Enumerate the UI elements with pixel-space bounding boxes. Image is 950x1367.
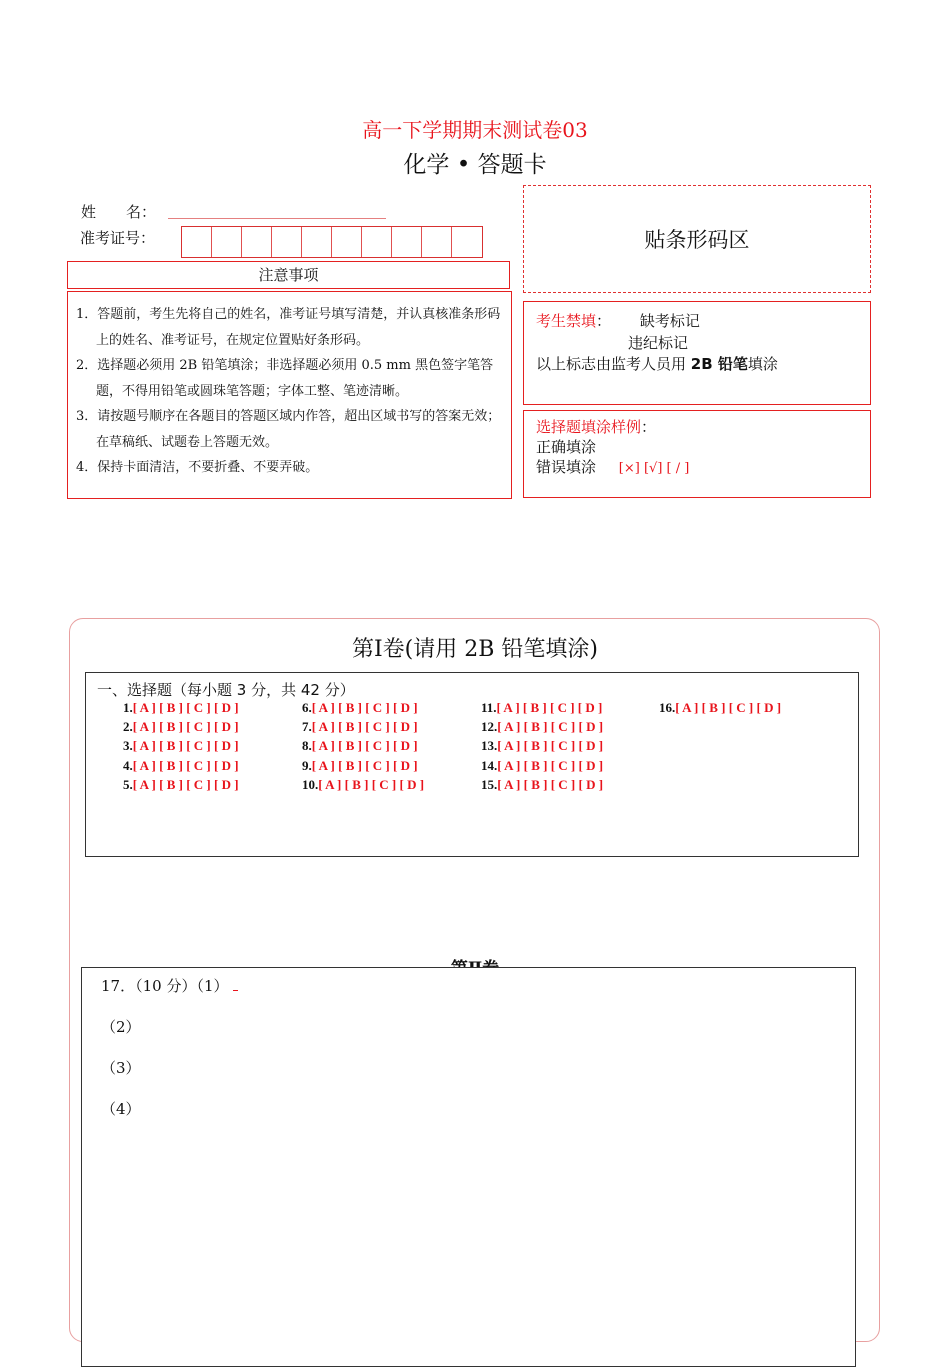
exam-id-boxes bbox=[181, 226, 483, 258]
exam-id-digit-box[interactable] bbox=[242, 227, 272, 257]
question-17-part-3: （3） bbox=[101, 1059, 141, 1077]
examiner-only-label: 考生禁填 bbox=[536, 312, 597, 330]
notice-list bbox=[67, 291, 512, 499]
question-number: 2. bbox=[123, 719, 133, 735]
question-number: 14. bbox=[481, 757, 498, 773]
fill-example-label: 选择题填涂样例 bbox=[536, 418, 642, 436]
colon: ： bbox=[596, 312, 612, 330]
note-text: 填涂 bbox=[747, 355, 778, 373]
question-number: 5. bbox=[123, 776, 133, 792]
card-subtitle: 化学 • 答题卡 bbox=[403, 152, 547, 178]
choice-row[interactable] bbox=[481, 756, 603, 775]
notice-title: 注意事项 bbox=[67, 261, 510, 289]
examiner-note bbox=[536, 354, 858, 376]
answer-options[interactable]: [ A ] [ B ] [ C ] [ D ] bbox=[132, 757, 239, 773]
answer-options[interactable]: [ A ] [ B ] [ C ] [ D ] bbox=[497, 757, 604, 773]
answer-options[interactable]: [ A ] [ B ] [ C ] [ D ] bbox=[497, 776, 604, 792]
choice-row[interactable] bbox=[302, 775, 424, 794]
wrong-fill-marks: [×] [√] [ / ] bbox=[618, 461, 690, 476]
choice-row[interactable] bbox=[302, 756, 424, 775]
notice-item: 1．答题前，考生先将自己的姓名，准考证号填写清楚，并认真核准条形码上的姓名、准考证号，在规定位置贴好条形码。 bbox=[76, 307, 501, 348]
answer-options[interactable]: [ A ] [ B ] [ C ] [ D ] bbox=[311, 700, 418, 715]
answer-options[interactable]: [ A ] [ B ] [ C ] [ D ] bbox=[311, 738, 418, 754]
choice-row[interactable] bbox=[302, 717, 424, 736]
written-answer-box[interactable] bbox=[81, 967, 856, 1367]
correct-fill-label: 正确填涂 bbox=[536, 438, 597, 456]
answer-options[interactable]: [ A ] [ B ] [ C ] [ D ] bbox=[497, 738, 604, 754]
exam-id-digit-box[interactable] bbox=[392, 227, 422, 257]
exam-id-digit-box[interactable] bbox=[452, 227, 482, 257]
answer-options[interactable]: [ A ] [ B ] [ C ] [ D ] bbox=[311, 757, 418, 773]
choice-row[interactable] bbox=[481, 736, 603, 755]
exam-id-digit-box[interactable] bbox=[302, 227, 332, 257]
choice-row[interactable] bbox=[481, 775, 603, 794]
choice-row[interactable] bbox=[481, 717, 603, 736]
question-number: 15. bbox=[481, 776, 498, 792]
answer-options[interactable]: [ A ] [ B ] [ C ] [ D ] bbox=[318, 776, 425, 792]
choice-row[interactable] bbox=[123, 698, 239, 717]
question-17-line bbox=[101, 975, 238, 996]
question-number: 16. bbox=[659, 700, 676, 715]
choice-row[interactable] bbox=[302, 736, 424, 755]
barcode-label: 贴条形码区 bbox=[644, 228, 750, 252]
fill-example-box bbox=[523, 410, 871, 498]
choice-row[interactable] bbox=[123, 775, 239, 794]
choice-column bbox=[302, 698, 424, 794]
answer-blank[interactable] bbox=[233, 977, 238, 991]
exam-id-digit-box[interactable] bbox=[182, 227, 212, 257]
name-label: 姓 名： bbox=[81, 203, 157, 221]
question-number: 1. bbox=[123, 700, 133, 715]
choice-row[interactable] bbox=[302, 698, 424, 717]
exam-id-digit-box[interactable] bbox=[362, 227, 392, 257]
note-bold: 2B 铅笔 bbox=[690, 355, 748, 373]
question-number: 9. bbox=[302, 757, 312, 773]
answer-options[interactable]: [ A ] [ B ] [ C ] [ D ] bbox=[675, 700, 782, 715]
choice-row[interactable] bbox=[123, 736, 239, 755]
answer-options[interactable]: [ A ] [ B ] [ C ] [ D ] bbox=[132, 700, 239, 715]
choice-row[interactable] bbox=[123, 756, 239, 775]
choice-row[interactable] bbox=[123, 717, 239, 736]
section1-title: 第Ⅰ卷(请用 2B 铅笔填涂) bbox=[351, 637, 598, 662]
answer-options[interactable]: [ A ] [ B ] [ C ] [ D ] bbox=[132, 738, 239, 754]
choice-row[interactable] bbox=[659, 698, 781, 717]
question-number: 3. bbox=[123, 738, 133, 754]
wrong-fill-label: 错误填涂 bbox=[536, 458, 597, 476]
choice-column bbox=[659, 698, 781, 717]
exam-id-digit-box[interactable] bbox=[332, 227, 362, 257]
question-number: 10. bbox=[302, 776, 319, 792]
question-17-label: 17．（10 分）（1） bbox=[101, 977, 229, 995]
answer-options[interactable]: [ A ] [ B ] [ C ] [ D ] bbox=[497, 719, 604, 735]
notice-item: 4．保持卡面清洁，不要折叠、不要弄破。 bbox=[76, 460, 319, 475]
question-number: 8. bbox=[302, 738, 312, 754]
name-field[interactable] bbox=[168, 218, 386, 219]
answer-options[interactable]: [ A ] [ B ] [ C ] [ D ] bbox=[132, 719, 239, 735]
question-17-part-2: （2） bbox=[101, 1018, 141, 1036]
note-text: 以上标志由监考人员用 bbox=[536, 355, 691, 373]
question-17-part-4: （4） bbox=[101, 1100, 141, 1118]
colon: ： bbox=[641, 418, 657, 436]
notice-item: 3．请按题号顺序在各题目的答题区域内作答，超出区域书写的答案无效；在草稿纸、试题卷上答题无效。 bbox=[76, 409, 501, 450]
exam-id-digit-box[interactable] bbox=[422, 227, 452, 257]
section2-title bbox=[0, 954, 950, 967]
question-number: 6. bbox=[302, 700, 312, 715]
exam-id-digit-box[interactable] bbox=[272, 227, 302, 257]
exam-id-digit-box[interactable] bbox=[212, 227, 242, 257]
question-number: 11. bbox=[481, 700, 497, 715]
choice-column bbox=[481, 698, 603, 794]
absent-mark-label[interactable]: 缺考标记 bbox=[639, 312, 700, 330]
choice-header: 一、选择题（每小题 3 分，共 42 分） bbox=[97, 681, 355, 699]
choice-column bbox=[123, 698, 239, 794]
question-number: 7. bbox=[302, 719, 312, 735]
question-number: 13. bbox=[481, 738, 498, 754]
choice-row[interactable] bbox=[481, 698, 603, 717]
question-number: 12. bbox=[481, 719, 498, 735]
answer-options[interactable]: [ A ] [ B ] [ C ] [ D ] bbox=[311, 719, 418, 735]
answer-options[interactable]: [ A ] [ B ] [ C ] [ D ] bbox=[132, 776, 239, 792]
exam-id-label: 准考证号： bbox=[80, 229, 156, 247]
exam-title: 高一下学期期末测试卷03 bbox=[362, 118, 588, 142]
notice-item: 2．选择题必须用 2B 铅笔填涂；非选择题必须用 0.5 mm 黑色签字笔答题，不得用铅笔或圆珠笔答题；字体工整、笔迹清晰。 bbox=[76, 358, 494, 399]
examiner-only-box bbox=[523, 301, 871, 405]
violation-mark-label[interactable]: 违纪标记 bbox=[628, 333, 689, 352]
answer-options[interactable]: [ A ] [ B ] [ C ] [ D ] bbox=[496, 700, 603, 715]
question-number: 4. bbox=[123, 757, 133, 773]
barcode-area bbox=[523, 185, 871, 293]
